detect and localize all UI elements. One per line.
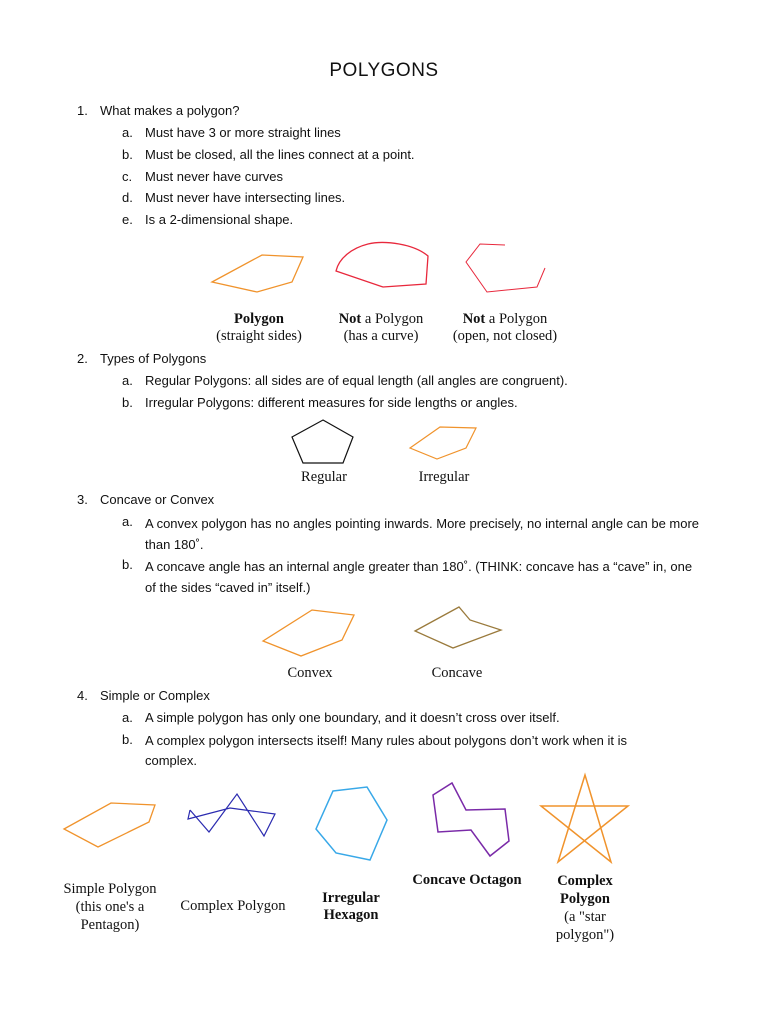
item-3a-text: A convex polygon has no angles pointing inwards. More precisely, no internal angle can be more than 180˚. [145,516,700,552]
section-2-number: 2. [77,351,88,366]
star-polygon [541,775,628,862]
item-1c-text: Must never have curves [145,169,284,184]
item-3a-letter: a. [122,514,133,529]
section-3-heading: Concave or Convex [100,492,215,507]
section-4-heading: Simple or Complex [100,688,210,703]
complex-polygon [188,794,275,836]
caption-irregular: Irregular [418,469,470,485]
caption-irregular-hexagon [306,890,396,924]
item-3b-letter: b. [122,557,133,572]
item-1c-letter: c. [122,169,133,184]
item-1e-text: Is a 2-dimensional shape. [145,212,294,227]
item-2a-letter: a. [122,373,133,388]
caption-concave: Concave [431,665,483,681]
caption-star-4: polygon") [555,927,615,943]
item-3b-text: A concave angle has an internal angle greater than 180˚. (THINK: concave has a “cave” in, one of the sides “caved in” itself.) [145,559,693,595]
item-1d-text: Must never have intersecting lines. [145,190,346,205]
item-1a-letter: a. [122,125,133,140]
caption-curve-sub: (has a curve) [343,328,419,344]
caption-star-1: Complex [557,873,613,889]
item-1b-letter: b. [122,147,133,162]
caption-convex: Convex [287,665,333,681]
caption-regular: Regular [301,469,347,485]
caption-hexagon-2: Hexagon [323,907,379,923]
caption-complex-polygon: Complex Polygon [180,898,286,914]
caption-simple-2: (this one's a [75,899,145,915]
item-2a-text: Regular Polygons: all sides are of equal length (all angles are congruent). [145,373,568,388]
section-4-number: 4. [77,688,88,703]
caption-simple-1: Simple Polygon [63,881,157,897]
caption-star-2: Polygon [560,891,610,907]
caption-polygon-sub: (straight sides) [216,328,302,344]
item-4a-letter: a. [122,710,133,725]
section-3-number: 3. [77,492,88,507]
simple-pentagon [64,803,155,847]
item-2b-text: Irregular Polygons: different measures for side lengths or angles. [145,395,518,410]
page-title: POLYGONS [329,60,439,81]
section-1-heading: What makes a polygon? [100,103,240,118]
caption-star-3: (a "star [564,909,606,925]
section-1-number: 1. [77,103,88,118]
item-4b-text: A complex polygon intersects itself! Many rules about polygons don’t work when it is complex. [145,733,627,768]
item-1b-text: Must be closed, all the lines connect at a point. [145,147,415,162]
item-2b-letter: b. [122,395,133,410]
section-2-heading: Types of Polygons [100,351,207,366]
item-4a-text: A simple polygon has only one boundary, and it doesn’t cross over itself. [145,710,560,725]
caption-hexagon-1: Irregular [322,890,380,906]
caption-polygon-bold: Polygon [234,311,284,327]
concave-octagon [433,783,509,856]
caption-star-polygon [540,872,630,944]
caption-curve-line: Not a Polygon [338,311,424,327]
caption-open-sub: (open, not closed) [452,328,558,344]
caption-concave-octagon: Concave Octagon [412,872,522,888]
irregular-hexagon [316,787,387,860]
caption-simple-polygon [55,880,165,934]
item-4b-letter: b. [122,732,133,747]
caption-open-line: Not a Polygon [462,311,548,327]
caption-simple-3: Pentagon) [80,917,140,933]
item-1e-letter: e. [122,212,133,227]
item-1d-letter: d. [122,190,133,205]
item-1a-text: Must have 3 or more straight lines [145,125,341,140]
